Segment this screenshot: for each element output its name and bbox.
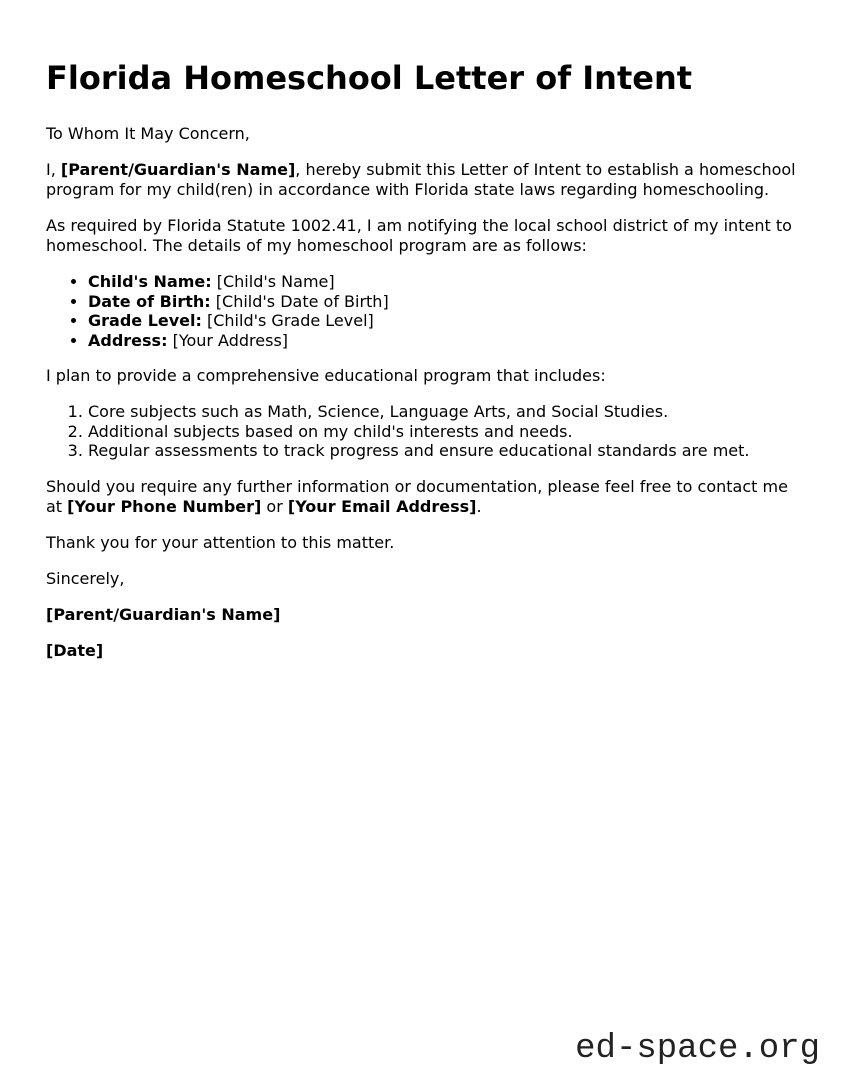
watermark: ed-space.org: [575, 1030, 820, 1068]
contact-suffix: .: [476, 496, 482, 516]
detail-label: Child's Name:: [88, 272, 212, 291]
signature-placeholder: [Parent/Guardian's Name]: [46, 604, 281, 624]
detail-item-grade-level: [88, 311, 806, 331]
statute-paragraph: As required by Florida Statute 1002.41, I am notifying the local school district of my intent to homeschool. The details of my homeschool program are as follows:: [46, 216, 792, 255]
plan-item: 2. Additional subjects based on my child's interests and needs.: [88, 422, 806, 442]
greeting: To Whom It May Concern,: [46, 124, 250, 143]
detail-item-child-name: [88, 272, 806, 292]
detail-label: Grade Level:: [88, 311, 202, 330]
detail-value: [Child's Date of Birth]: [210, 291, 389, 311]
closing-line: Sincerely,: [46, 568, 125, 588]
detail-item-address: [88, 331, 806, 351]
details-list: [46, 272, 806, 350]
detail-value: [Child's Name]: [211, 272, 335, 291]
detail-item-date-of-birth: [88, 292, 806, 312]
plan-list: [46, 402, 806, 461]
detail-label: Date of Birth:: [88, 291, 211, 311]
date-placeholder: [Date]: [46, 640, 104, 660]
detail-label: Address:: [88, 330, 168, 350]
plan-item: 3. Regular assessments to track progress and ensure educational standards are met.: [88, 441, 806, 461]
letter-document: [46, 58, 806, 661]
detail-value: [Your Address]: [167, 330, 289, 350]
parent-name-placeholder: [Parent/Guardian's Name]: [60, 160, 296, 179]
intro-suffix: , hereby submit this Letter of Intent to establish a homeschool program for my child(ren) in accordance with Florida state laws regarding homeschooling.: [46, 160, 796, 199]
plan-intro: I plan to provide a comprehensive educational program that includes:: [46, 366, 606, 385]
intro-paragraph: [46, 160, 806, 200]
intro-prefix: I,: [46, 160, 61, 179]
detail-value: [Child's Grade Level]: [201, 311, 374, 330]
thanks-line: Thank you for your attention to this matter.: [46, 532, 395, 552]
contact-middle: or: [261, 496, 288, 516]
email-placeholder: [Your Email Address]: [287, 496, 477, 516]
plan-item: 1. Core subjects such as Math, Science, Language Arts, and Social Studies.: [88, 402, 806, 422]
contact-paragraph: [46, 477, 806, 517]
contact-prefix: Should you require any further information or documentation, please feel free to contact me at: [46, 476, 788, 516]
phone-placeholder: [Your Phone Number]: [67, 496, 262, 516]
page-title: Florida Homeschool Letter of Intent: [46, 59, 693, 97]
